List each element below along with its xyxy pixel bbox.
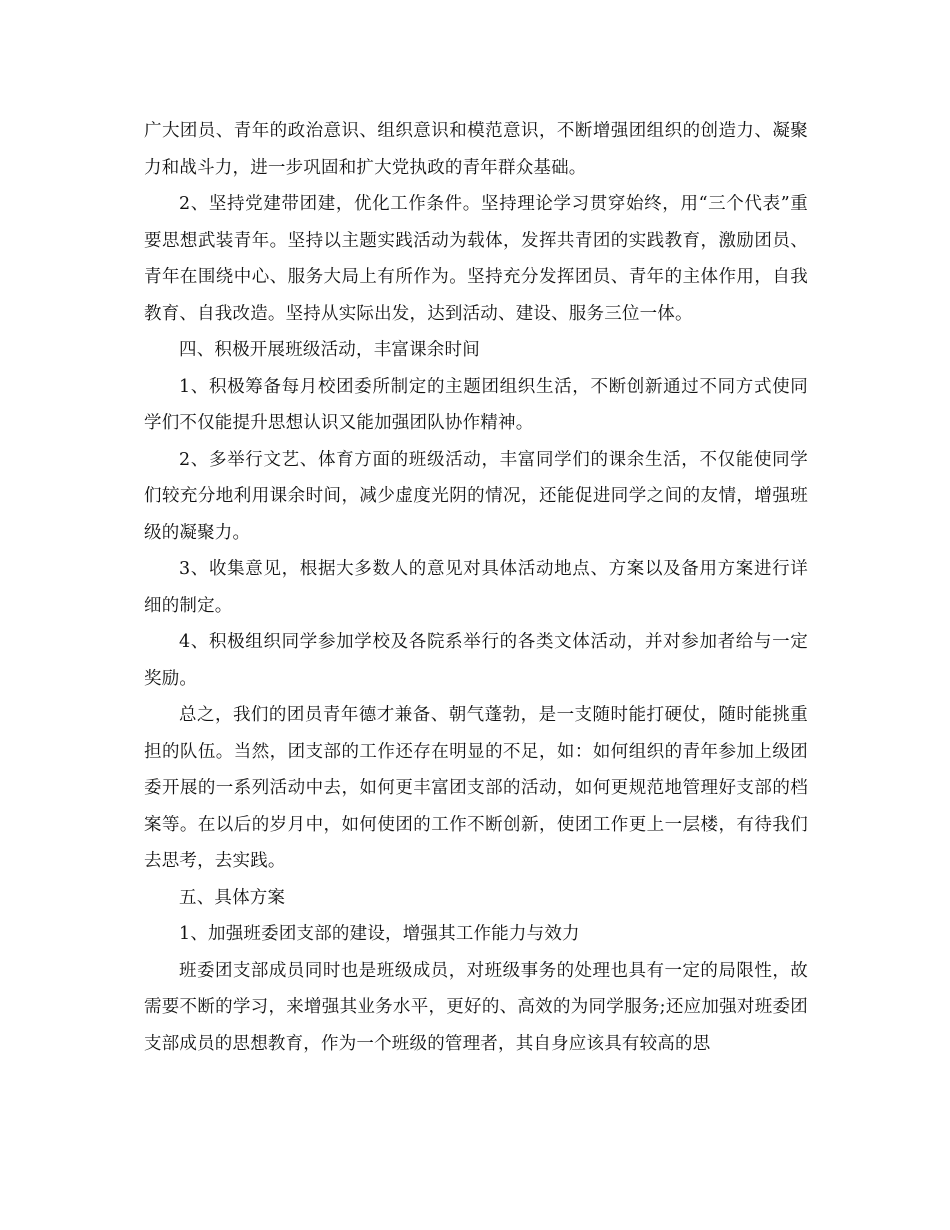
paragraph-item-1: 1、积极筹备每月校团委所制定的主题团组织生活，不断创新通过不同方式使同学们不仅能提升思想认识又能加强团队协作精神。 xyxy=(144,376,808,433)
paragraph-item-2: 2、多举行文艺、体育方面的班级活动，丰富同学们的课余生活，不仅能使同学们较充分地利用课余时间，减少虚度光阴的情况，还能促进同学之间的友情，增强班级的凝聚力。 xyxy=(144,449,808,543)
paragraph-item-4: 4、积极组织同学参加学校及各院系举行的各类文体活动，并对参加者给与一定奖励。 xyxy=(144,632,808,689)
document-body xyxy=(144,113,808,1062)
paragraph-item-3: 3、收集意见，根据大多数人的意见对具体活动地点、方案以及备用方案进行详细的制定。 xyxy=(144,559,808,616)
paragraph-continuation: 广大团员、青年的政治意识、组织意识和模范意识，不断增强团组织的创造力、凝聚力和战斗力，进一步巩固和扩大党执政的青年群众基础。 xyxy=(144,121,808,178)
section-heading-specific-plan: 五、具体方案 xyxy=(179,887,286,908)
paragraph-summary: 总之，我们的团员青年德才兼备、朝气蓬勃，是一支随时能打硬仗，随时能挑重担的队伍。当然，团支部的工作还存在明显的不足，如：如何组织的青年参加上级团委开展的一系列活动中去，如何更丰富团支部的活动，如何更规范地管理好支部的档案等。在以后的岁月中，如何使团的工作不断创新，使团工作更上一层楼，有待我们去思考，去实践。 xyxy=(144,705,808,871)
section-heading-class-activities: 四、积极开展班级活动，丰富课余时间 xyxy=(179,340,480,360)
paragraph-party-building: 2、坚持党建带团建，优化工作条件。坚持理论学习贯穿始终，用“三个代表”重要思想武装青年。坚持以主题实践活动为载体，发挥共青团的实践教育，激励团员、青年在围绕中心、服务大局上有所作为。坚持充分发挥团员、青年的主体作用，自我教育、自我改造。坚持从实际出发，达到活动、建设、服务三位一体。 xyxy=(144,194,808,324)
paragraph-branch-members: 班委团支部成员同时也是班级成员，对班级事务的处理也具有一定的局限性，故需要不断的学习，来增强其业务水平，更好的、高效的为同学服务;还应加强对班委团支部成员的思想教育，作为一个班级的管理者，其自身应该具有较高的思 xyxy=(144,960,808,1054)
subheading-strengthen-branch: 1、加强班委团支部的建设，增强其工作能力与效力 xyxy=(179,924,580,944)
